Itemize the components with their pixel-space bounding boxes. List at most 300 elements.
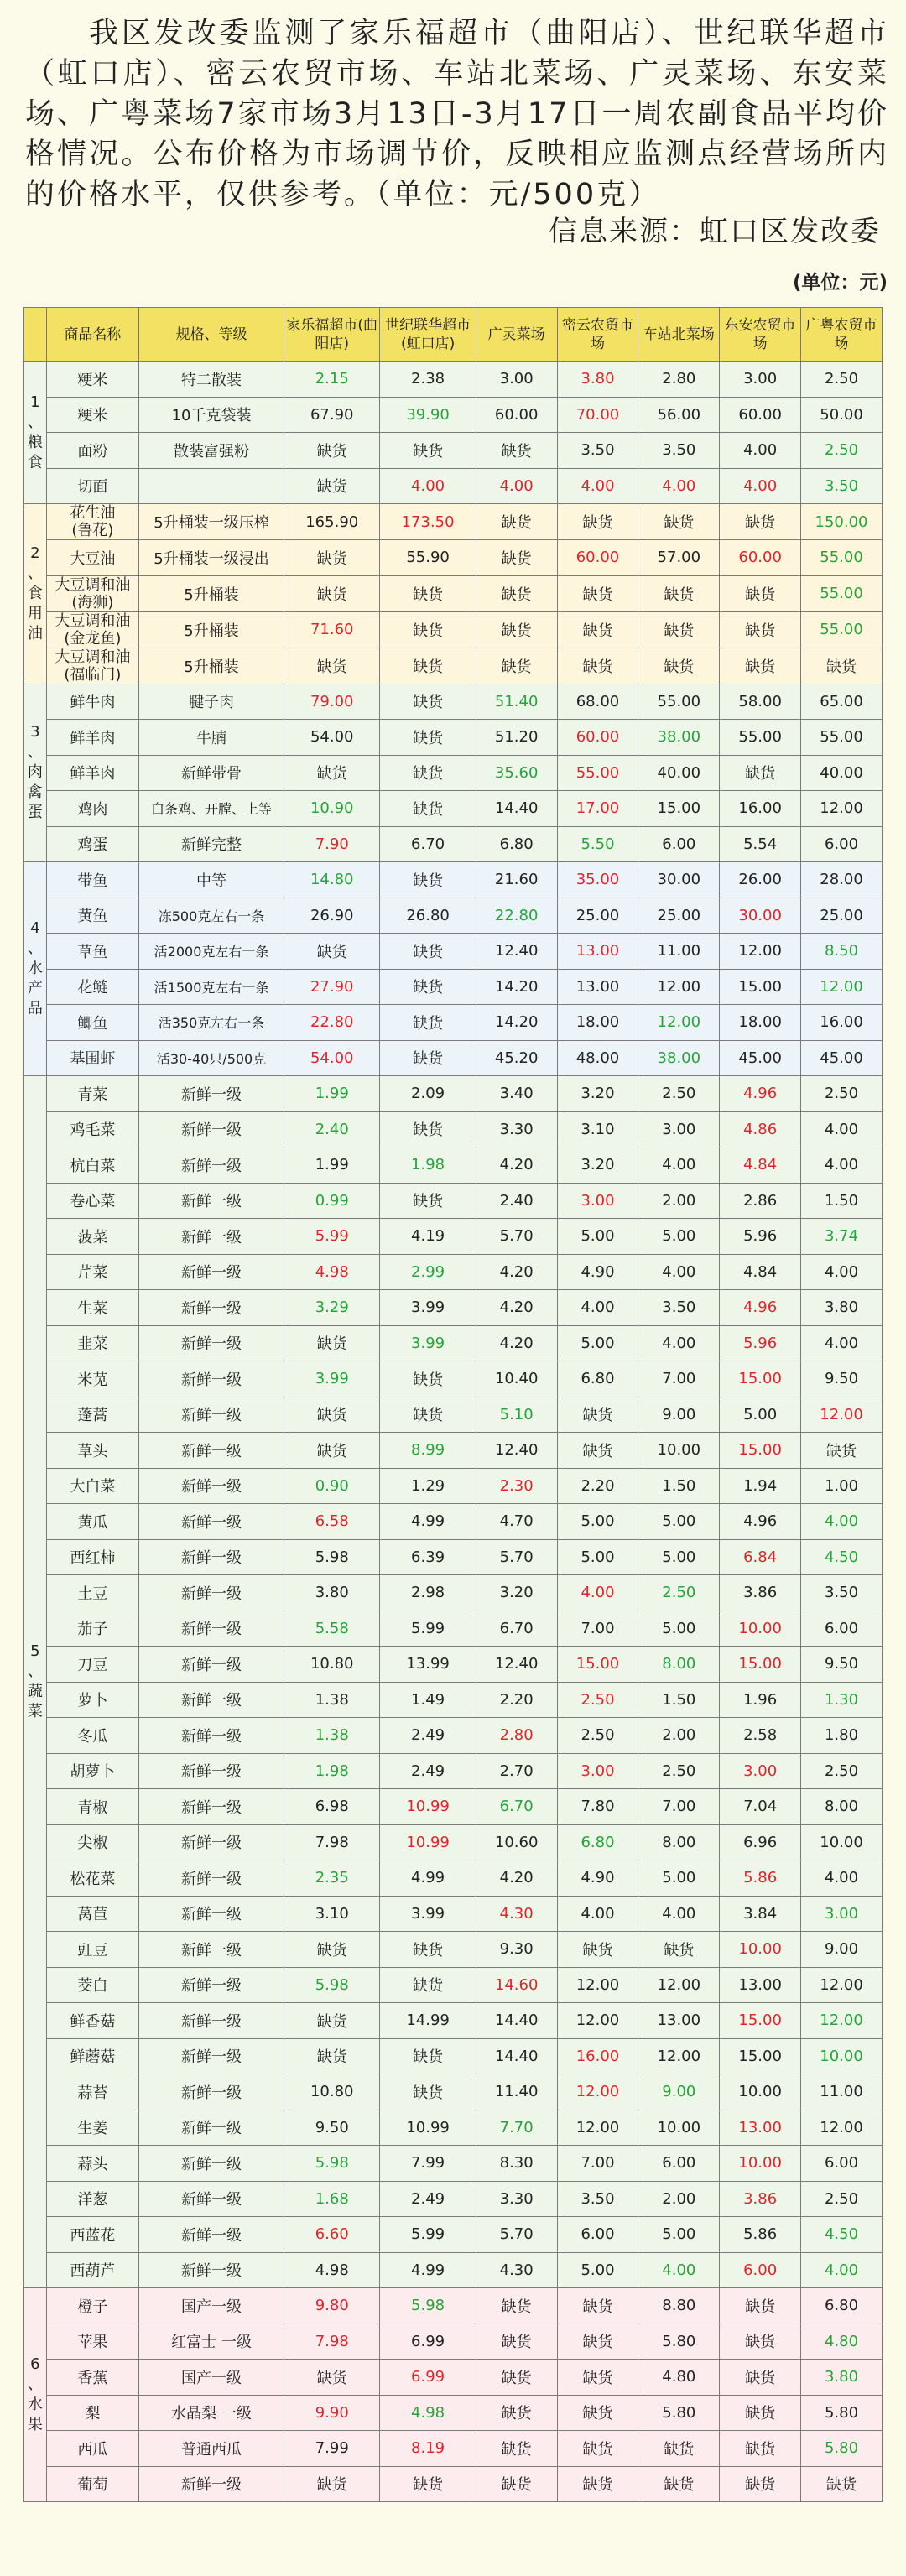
table-row (24, 1361, 883, 1397)
price-guangling: 12.40 (476, 1647, 557, 1683)
price-miyun: 2.50 (557, 1718, 638, 1754)
price-chezhanbei: 5.00 (638, 1860, 720, 1897)
price-guangyue: 1.80 (801, 1718, 883, 1754)
price-miyun: 5.00 (557, 1219, 638, 1255)
price-carrefour: 缺货 (284, 575, 380, 611)
product-name-cell: 花鲢 (46, 969, 138, 1005)
price-guangling: 3.30 (476, 1111, 557, 1147)
price-dongan: 缺货 (720, 2431, 801, 2467)
price-miyun: 2.50 (557, 1682, 638, 1718)
price-carrefour: 5.98 (284, 1539, 380, 1575)
table-row (24, 2324, 883, 2360)
price-guangyue: 150.00 (801, 504, 883, 540)
product-name-cell: 韭菜 (46, 1325, 138, 1361)
table-header-row (24, 308, 883, 362)
price-dongan: 缺货 (720, 2466, 801, 2502)
price-guangyue: 1.00 (801, 1468, 883, 1504)
price-miyun: 12.00 (557, 2110, 638, 2146)
table-row (24, 1040, 883, 1076)
price-lianhua: 1.49 (380, 1682, 476, 1718)
price-dongan: 4.96 (720, 1504, 801, 1540)
price-guangyue: 40.00 (801, 755, 883, 791)
table-row (24, 540, 883, 576)
spec-cell: 新鲜一级 (139, 1219, 284, 1255)
price-dongan: 2.58 (720, 1718, 801, 1754)
spec-cell: 腱子肉 (139, 684, 284, 720)
table-row (24, 362, 883, 398)
price-guangling: 4.20 (476, 1860, 557, 1897)
price-dongan: 缺货 (720, 2395, 801, 2431)
table-row (24, 1789, 883, 1825)
category-cell (24, 684, 47, 862)
category-name-char: 食 (27, 584, 43, 602)
price-carrefour: 4.98 (284, 2252, 380, 2288)
price-chezhanbei: 8.00 (638, 1824, 720, 1860)
price-carrefour: 6.60 (284, 2217, 380, 2253)
price-dongan: 15.00 (720, 1361, 801, 1397)
spec-cell: 新鲜一级 (139, 1932, 284, 1968)
price-lianhua: 2.49 (380, 1718, 476, 1754)
price-chezhanbei: 57.00 (638, 540, 720, 576)
product-name-cell: 鲜羊肉 (46, 720, 138, 756)
price-lianhua: 39.90 (380, 397, 476, 433)
price-carrefour: 79.00 (284, 684, 380, 720)
price-carrefour: 1.99 (284, 1076, 380, 1112)
price-guangyue: 65.00 (801, 684, 883, 720)
price-lianhua: 缺货 (380, 433, 476, 469)
price-guangling: 4.30 (476, 1896, 557, 1932)
price-carrefour: 0.90 (284, 1468, 380, 1504)
price-carrefour: 7.90 (284, 826, 380, 862)
price-miyun: 缺货 (557, 2466, 638, 2502)
price-miyun: 缺货 (557, 2395, 638, 2431)
price-guangling: 4.70 (476, 1504, 557, 1540)
price-guangyue: 10.00 (801, 1824, 883, 1860)
price-dongan: 5.00 (720, 1397, 801, 1433)
spec-cell: 普通西瓜 (139, 2431, 284, 2467)
category-separator: 、 (27, 743, 43, 762)
price-chezhanbei: 9.00 (638, 1397, 720, 1433)
product-name-cell: 冬瓜 (46, 1718, 138, 1754)
price-carrefour: 14.80 (284, 862, 380, 898)
price-guangyue: 12.00 (801, 1967, 883, 2003)
price-miyun: 缺货 (557, 2431, 638, 2467)
price-chezhanbei: 7.00 (638, 1361, 720, 1397)
price-guangyue: 4.00 (801, 1325, 883, 1361)
price-guangling: 14.40 (476, 2003, 557, 2039)
price-chezhanbei: 56.00 (638, 397, 720, 433)
table-row (24, 862, 883, 898)
price-chezhanbei: 8.00 (638, 1647, 720, 1683)
table-row (24, 1967, 883, 2003)
price-guangyue: 2.50 (801, 433, 883, 469)
price-dongan: 16.00 (720, 791, 801, 827)
spec-cell: 新鲜一级 (139, 1325, 284, 1361)
price-dongan: 缺货 (720, 2288, 801, 2324)
price-chezhanbei: 6.00 (638, 826, 720, 862)
price-dongan: 60.00 (720, 540, 801, 576)
info-source: 信息来源：虹口区发改委 (549, 215, 881, 248)
table-body (24, 362, 883, 2502)
spec-cell: 活350克左右一条 (139, 1005, 284, 1041)
product-name-cell: 洋葱 (46, 2181, 138, 2217)
price-dongan: 55.00 (720, 720, 801, 756)
price-dongan: 缺货 (720, 575, 801, 611)
price-miyun: 缺货 (557, 648, 638, 684)
price-lianhua: 6.70 (380, 826, 476, 862)
spec-cell: 新鲜一级 (139, 1896, 284, 1932)
price-lianhua: 4.00 (380, 468, 476, 504)
spec-cell: 新鲜一级 (139, 1718, 284, 1754)
table-row (24, 397, 883, 433)
price-lianhua: 缺货 (380, 1397, 476, 1433)
price-guangyue: 25.00 (801, 898, 883, 934)
price-carrefour: 缺货 (284, 2360, 380, 2396)
product-name-cell: 面粉 (46, 433, 138, 469)
category-name-char: 用 (27, 604, 43, 622)
spec-cell: 国产一级 (139, 2360, 284, 2396)
price-dongan: 4.00 (720, 433, 801, 469)
price-chezhanbei: 缺货 (638, 1932, 720, 1968)
category-name-char: 果 (27, 2416, 43, 2433)
price-lianhua: 6.39 (380, 1539, 476, 1575)
table-row (24, 2217, 883, 2253)
price-dongan: 5.54 (720, 826, 801, 862)
table-row (24, 1290, 883, 1326)
price-dongan: 10.00 (720, 2074, 801, 2110)
price-guangyue: 55.00 (801, 611, 883, 648)
price-lianhua: 8.99 (380, 1433, 476, 1469)
price-guangyue: 5.80 (801, 2431, 883, 2467)
price-guangyue: 16.00 (801, 1005, 883, 1041)
product-name-cell: 花生油 (鲁花) (46, 504, 138, 540)
price-miyun: 5.00 (557, 2252, 638, 2288)
price-lianhua: 7.99 (380, 2146, 476, 2182)
category-number: 4 (30, 919, 40, 937)
price-lianhua: 10.99 (380, 1824, 476, 1860)
spec-cell: 新鲜一级 (139, 1753, 284, 1789)
table-row (24, 826, 883, 862)
price-dongan: 10.00 (720, 1611, 801, 1647)
table-row (24, 2360, 883, 2396)
price-miyun: 60.00 (557, 720, 638, 756)
price-miyun: 缺货 (557, 1397, 638, 1433)
price-guangyue: 缺货 (801, 1433, 883, 1469)
category-cell (24, 862, 47, 1076)
table-row (24, 2146, 883, 2182)
price-chezhanbei: 缺货 (638, 575, 720, 611)
price-guangyue: 4.80 (801, 2324, 883, 2360)
table-row (24, 1647, 883, 1683)
price-carrefour: 6.98 (284, 1789, 380, 1825)
header-cell: 世纪联华超市(虹口店) (380, 308, 476, 362)
price-dongan: 5.96 (720, 1325, 801, 1361)
product-name-cell: 杭白菜 (46, 1147, 138, 1184)
price-lianhua: 1.98 (380, 1147, 476, 1184)
spec-cell: 新鲜一级 (139, 1539, 284, 1575)
price-lianhua: 缺货 (380, 684, 476, 720)
price-lianhua: 缺货 (380, 755, 476, 791)
product-name-cell: 西红柿 (46, 1539, 138, 1575)
price-carrefour: 缺货 (284, 1433, 380, 1469)
category-separator: 、 (27, 413, 43, 431)
product-name-cell: 切面 (46, 468, 138, 504)
price-dongan: 缺货 (720, 2324, 801, 2360)
product-name-cell: 橙子 (46, 2288, 138, 2324)
price-dongan: 12.00 (720, 934, 801, 970)
price-lianhua: 5.98 (380, 2288, 476, 2324)
table-row (24, 575, 883, 611)
spec-cell: 新鲜一级 (139, 1076, 284, 1112)
price-guangling: 51.20 (476, 720, 557, 756)
table-row (24, 1682, 883, 1718)
price-guangyue: 3.80 (801, 1290, 883, 1326)
price-chezhanbei: 25.00 (638, 898, 720, 934)
price-guangling: 12.40 (476, 1433, 557, 1469)
price-dongan: 4.84 (720, 1254, 801, 1290)
price-miyun: 15.00 (557, 1647, 638, 1683)
price-lianhua: 13.99 (380, 1647, 476, 1683)
price-miyun: 缺货 (557, 1932, 638, 1968)
price-lianhua: 缺货 (380, 1932, 476, 1968)
price-chezhanbei: 38.00 (638, 720, 720, 756)
price-guangyue: 12.00 (801, 791, 883, 827)
spec-cell: 新鲜一级 (139, 1860, 284, 1897)
price-lianhua: 2.09 (380, 1076, 476, 1112)
price-carrefour: 26.90 (284, 898, 380, 934)
price-carrefour: 9.50 (284, 2110, 380, 2146)
table-row (24, 1575, 883, 1611)
spec-cell: 5升桶装一级浸出 (139, 540, 284, 576)
price-guangling: 7.70 (476, 2110, 557, 2146)
price-chezhanbei: 55.00 (638, 684, 720, 720)
price-dongan: 4.96 (720, 1076, 801, 1112)
spec-cell: 中等 (139, 862, 284, 898)
price-lianhua: 10.99 (380, 1789, 476, 1825)
price-lianhua: 2.49 (380, 1753, 476, 1789)
price-guangyue: 3.74 (801, 1219, 883, 1255)
spec-cell: 5升桶装 (139, 648, 284, 684)
price-dongan: 5.86 (720, 2217, 801, 2253)
price-lianhua: 3.99 (380, 1325, 476, 1361)
table-row (24, 969, 883, 1005)
price-guangyue: 8.50 (801, 934, 883, 970)
price-chezhanbei: 4.80 (638, 2360, 720, 2396)
price-miyun: 35.00 (557, 862, 638, 898)
price-miyun: 5.00 (557, 1539, 638, 1575)
spec-cell: 新鲜一级 (139, 1397, 284, 1433)
price-carrefour: 缺货 (284, 648, 380, 684)
product-name-cell: 大豆调和油 (福临门) (46, 648, 138, 684)
price-chezhanbei: 9.00 (638, 2074, 720, 2110)
category-name-char: 水 (27, 960, 43, 977)
price-lianhua: 173.50 (380, 504, 476, 540)
price-lianhua: 4.99 (380, 2252, 476, 2288)
header-cell: 密云农贸市场 (557, 308, 638, 362)
price-guangyue: 12.00 (801, 2003, 883, 2039)
price-guangyue: 8.00 (801, 1789, 883, 1825)
price-guangling: 缺货 (476, 611, 557, 648)
price-carrefour: 7.98 (284, 2324, 380, 2360)
table-row (24, 684, 883, 720)
price-carrefour: 4.98 (284, 1254, 380, 1290)
price-chezhanbei: 4.00 (638, 2252, 720, 2288)
product-name-cell: 萝卜 (46, 1682, 138, 1718)
table-row (24, 1433, 883, 1469)
price-lianhua: 缺货 (380, 720, 476, 756)
product-name-cell: 西蓝花 (46, 2217, 138, 2253)
table-row (24, 2038, 883, 2074)
table-row (24, 2252, 883, 2288)
price-chezhanbei: 12.00 (638, 1967, 720, 2003)
spec-cell: 5升桶装一级压榨 (139, 504, 284, 540)
price-carrefour: 缺货 (284, 1397, 380, 1433)
price-chezhanbei: 5.00 (638, 2217, 720, 2253)
product-name-cell: 尖椒 (46, 1824, 138, 1860)
category-name-char: 粮 (27, 433, 43, 451)
category-cell (24, 1076, 47, 2288)
price-guangyue: 4.00 (801, 1504, 883, 1540)
product-name-cell: 粳米 (46, 362, 138, 398)
product-name-cell: 梨 (46, 2395, 138, 2431)
spec-cell: 新鲜一级 (139, 1147, 284, 1184)
product-name-cell: 茄子 (46, 1611, 138, 1647)
category-number: 3 (30, 723, 40, 742)
price-carrefour: 缺货 (284, 755, 380, 791)
price-lianhua: 4.98 (380, 2395, 476, 2431)
product-name-cell: 莴苣 (46, 1896, 138, 1932)
category-name-char: 肉 (27, 763, 43, 782)
table-row (24, 1860, 883, 1897)
price-dongan: 5.96 (720, 1219, 801, 1255)
price-lianhua: 3.99 (380, 1896, 476, 1932)
spec-cell: 牛腩 (139, 720, 284, 756)
spec-cell: 新鲜一级 (139, 2252, 284, 2288)
header-cell: 商品名称 (46, 308, 138, 362)
price-guangyue: 55.00 (801, 540, 883, 576)
price-dongan: 缺货 (720, 2360, 801, 2396)
price-dongan: 10.00 (720, 2146, 801, 2182)
price-dongan: 缺货 (720, 648, 801, 684)
price-carrefour: 2.15 (284, 362, 380, 398)
product-name-cell: 大豆调和油 (海狮) (46, 575, 138, 611)
price-miyun: 5.00 (557, 1504, 638, 1540)
category-cell (24, 2288, 47, 2502)
price-guangling: 11.40 (476, 2074, 557, 2110)
price-guangyue: 6.00 (801, 2146, 883, 2182)
category-number: 6 (30, 2355, 40, 2373)
spec-cell: 新鲜一级 (139, 1789, 284, 1825)
spec-cell: 新鲜一级 (139, 1183, 284, 1219)
price-guangyue: 4.50 (801, 1539, 883, 1575)
price-chezhanbei: 缺货 (638, 648, 720, 684)
price-guangling: 缺货 (476, 504, 557, 540)
price-miyun: 5.00 (557, 1325, 638, 1361)
price-miyun: 缺货 (557, 611, 638, 648)
table-row (24, 2466, 883, 2502)
price-dongan: 1.96 (720, 1682, 801, 1718)
unit-note: (单位：元) (792, 272, 888, 294)
price-lianhua: 缺货 (380, 1111, 476, 1147)
product-name-cell: 蓬蒿 (46, 1397, 138, 1433)
price-lianhua: 缺货 (380, 1967, 476, 2003)
product-name-cell: 芹菜 (46, 1254, 138, 1290)
price-chezhanbei: 40.00 (638, 755, 720, 791)
price-guangling: 12.40 (476, 934, 557, 970)
spec-cell: 国产一级 (139, 2288, 284, 2324)
table-row (24, 791, 883, 827)
price-lianhua: 10.99 (380, 2110, 476, 2146)
price-guangling: 21.60 (476, 862, 557, 898)
table-row (24, 934, 883, 970)
product-name-cell: 葡萄 (46, 2466, 138, 2502)
product-name-cell: 粳米 (46, 397, 138, 433)
price-dongan: 1.94 (720, 1468, 801, 1504)
price-table (23, 307, 883, 2502)
price-guangling: 35.60 (476, 755, 557, 791)
price-guangling: 14.40 (476, 2038, 557, 2074)
price-lianhua: 5.99 (380, 2217, 476, 2253)
spec-cell: 新鲜一级 (139, 2466, 284, 2502)
price-chezhanbei: 12.00 (638, 969, 720, 1005)
price-lianhua: 缺货 (380, 1183, 476, 1219)
price-carrefour: 3.29 (284, 1290, 380, 1326)
price-lianhua: 缺货 (380, 2074, 476, 2110)
price-lianhua: 2.38 (380, 362, 476, 398)
product-name-cell: 土豆 (46, 1575, 138, 1611)
price-chezhanbei: 8.80 (638, 2288, 720, 2324)
price-miyun: 3.50 (557, 2181, 638, 2217)
product-name-cell: 西葫芦 (46, 2252, 138, 2288)
table-row (24, 1219, 883, 1255)
price-carrefour: 3.99 (284, 1361, 380, 1397)
price-carrefour: 71.60 (284, 611, 380, 648)
product-name-cell: 鲫鱼 (46, 1005, 138, 1041)
product-name-cell: 基围虾 (46, 1040, 138, 1076)
price-guangyue: 2.50 (801, 1753, 883, 1789)
price-lianhua: 缺货 (380, 934, 476, 970)
price-miyun: 4.00 (557, 1290, 638, 1326)
price-miyun: 3.80 (557, 362, 638, 398)
product-name-cell: 生菜 (46, 1290, 138, 1326)
price-chezhanbei: 2.00 (638, 2181, 720, 2217)
price-lianhua: 缺货 (380, 575, 476, 611)
price-dongan: 18.00 (720, 1005, 801, 1041)
price-dongan: 13.00 (720, 1967, 801, 2003)
price-guangling: 3.00 (476, 362, 557, 398)
price-carrefour: 缺货 (284, 934, 380, 970)
price-guangling: 4.00 (476, 468, 557, 504)
price-chezhanbei: 11.00 (638, 934, 720, 970)
price-carrefour: 1.99 (284, 1147, 380, 1184)
product-name-cell: 松花菜 (46, 1860, 138, 1897)
spec-cell: 散装富强粉 (139, 433, 284, 469)
price-chezhanbei: 2.50 (638, 1753, 720, 1789)
category-name-char: 食 (27, 453, 43, 471)
price-guangling: 10.40 (476, 1361, 557, 1397)
category-number: 5 (30, 1642, 40, 1660)
category-name-char: 油 (27, 624, 43, 643)
price-guangling: 22.80 (476, 898, 557, 934)
price-miyun: 4.90 (557, 1254, 638, 1290)
table-row (24, 648, 883, 684)
price-carrefour: 1.98 (284, 1753, 380, 1789)
price-miyun: 16.00 (557, 2038, 638, 2074)
price-carrefour: 1.38 (284, 1718, 380, 1754)
price-guangling: 6.70 (476, 1611, 557, 1647)
spec-cell: 5升桶装 (139, 611, 284, 648)
price-carrefour: 22.80 (284, 1005, 380, 1041)
